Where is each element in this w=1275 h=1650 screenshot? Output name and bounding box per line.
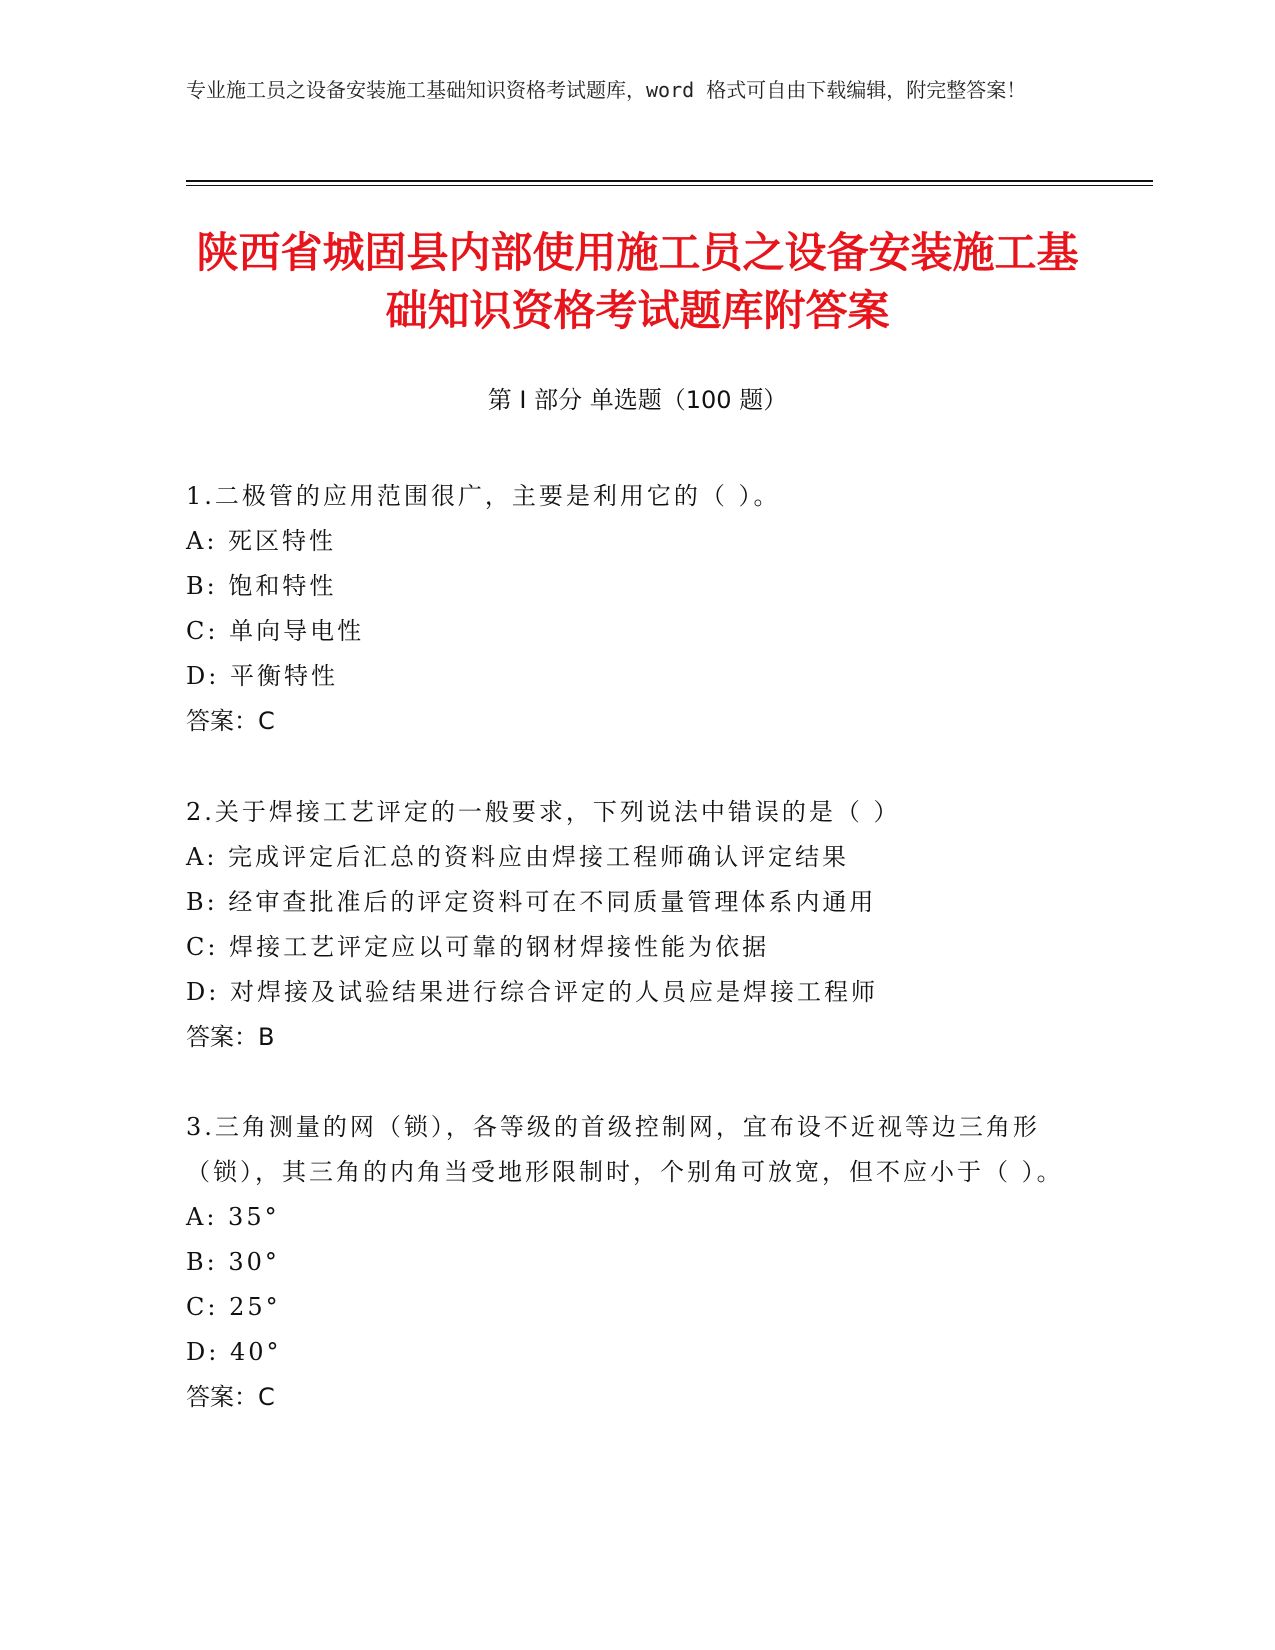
- header-divider-thick: [186, 180, 1153, 182]
- option-a: A: 死区特性: [186, 527, 337, 555]
- question-2: [186, 790, 1066, 1060]
- answer: 答案：C: [186, 707, 275, 735]
- question-3: [186, 1105, 1066, 1420]
- option-b: B: 30°: [186, 1248, 280, 1276]
- header-divider-thin: [186, 185, 1153, 186]
- document-title: 陕西省城固县内部使用施工员之设备安装施工基础知识资格考试题库附答案: [196, 228, 1079, 335]
- header-note: 专业施工员之设备安装施工基础知识资格考试题库，word 格式可自由下载编辑，附完整答案！: [186, 78, 1027, 102]
- option-a: A: 完成评定后汇总的资料应由焊接工程师确认评定结果: [186, 843, 850, 871]
- question-stem: 2.关于焊接工艺评定的一般要求，下列说法中错误的是（ ）: [186, 798, 901, 826]
- option-d: D: 40°: [186, 1338, 282, 1366]
- option-c: C: 单向导电性: [186, 617, 365, 645]
- question-stem: 1.二极管的应用范围很广，主要是利用它的（ ）。: [186, 482, 781, 510]
- option-d: D: 对焊接及试验结果进行综合评定的人员应是焊接工程师: [186, 978, 878, 1006]
- answer: 答案：C: [186, 1383, 275, 1411]
- option-c: C: 焊接工艺评定应以可靠的钢材焊接性能为依据: [186, 933, 770, 961]
- option-b: B: 饱和特性: [186, 572, 337, 600]
- answer: 答案：B: [186, 1023, 275, 1051]
- question-stem: 3.三角测量的网（锁），各等级的首级控制网，宜布设不近视等边三角形（锁），其三角的内角当受地形限制时，个别角可放宽，但不应小于（ ）。: [186, 1113, 1064, 1186]
- option-c: C: 25°: [186, 1293, 281, 1321]
- option-a: A: 35°: [186, 1203, 280, 1231]
- option-d: D: 平衡特性: [186, 662, 338, 690]
- section-title: 第 I 部分 单选题（100 题）: [487, 386, 788, 414]
- option-b: B: 经审查批准后的评定资料可在不同质量管理体系内通用: [186, 888, 877, 916]
- question-1: [186, 474, 1066, 744]
